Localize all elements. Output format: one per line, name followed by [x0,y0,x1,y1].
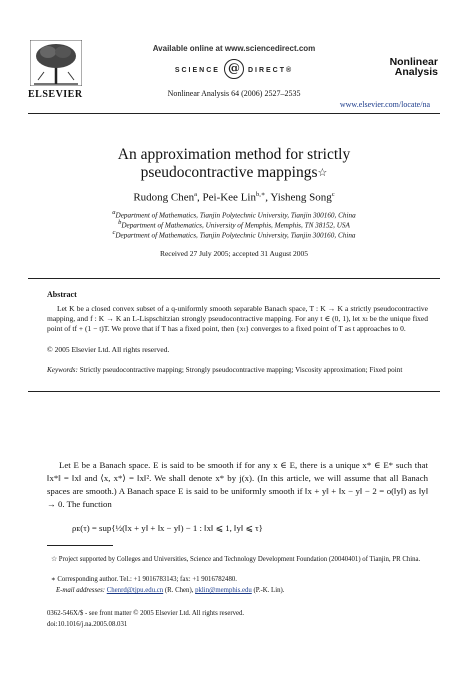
doi-line: doi:10.1016/j.na.2005.08.031 [47,621,128,628]
footnote-funding: ☆ Project supported by Colleges and Universities, Science and Technology Development Foundation (20040401) of Tianjin, PR China. [51,556,421,563]
affiliation-text: Department of Mathematics, Tianjin Polytechnic University, Tianjin 300160, China [115,211,356,220]
author-name: Rudong Chen [133,191,195,204]
keywords-label: Keywords: [47,366,78,374]
sciencedirect-logo-right: DIRECT® [247,66,294,74]
header-rule [28,113,440,114]
journal-reference: Nonlinear Analysis 64 (2006) 2527–2535 [167,89,301,98]
affiliation [0,228,468,240]
display-formula: ρᴇ(τ) = sup{½(‖x + y‖ + ‖x − y‖) − 1 : ‖x‖ ⩽ 1, ‖y‖ ⩽ τ} [72,523,263,533]
affiliation-sup: a [112,209,116,216]
journal-logo-line2: Analysis [394,66,438,78]
footnote-corresponding: ∗ Corresponding author. Tel.: +1 9016783143; fax: +1 9016782480. [51,576,237,583]
affiliation-sup: c [112,229,116,236]
abstract-top-rule [28,278,440,279]
sciencedirect-at-icon: @ [224,59,244,79]
footnote-emails [56,586,428,596]
article-title [40,146,428,182]
body-paragraph: Let E be a Banach space. E is said to be smooth if for any x ∈ E, there is a unique x* ∈ E* such that ‖x*‖ = ‖x‖ and ⟨x, x*⟩ = ‖x‖². We shall denote x* by j(x). (In this article, we will assume that all Banach spaces are smooth.) A Banach space E is said to be uniformly smooth if ‖x + y‖ + ‖x − y‖ − 2 = o(‖y‖) as ‖y‖ → 0. The function [47,460,428,509]
title-line-1: An approximation method for strictly [117,146,351,163]
author-affil-sup: b,∗ [255,191,266,198]
journal-url-link[interactable]: www.elsevier.com/locate/na [339,100,430,109]
abstract-bottom-rule [28,391,440,392]
issn-line: 0362-546X/$ - see front matter © 2005 Elsevier Ltd. All rights reserved. [47,610,245,617]
email-owner: (R. Chen), [163,587,196,594]
author-affil-sup: c [331,191,335,198]
author-affil-sup: a [194,191,198,198]
author-name: , Pei-Kee Lin [197,191,256,204]
title-line-2: pseudocontractive mappings [140,164,318,181]
journal-logo-line1: Nonlinear [389,56,438,68]
title-footnote-star-icon: ☆ [317,167,328,179]
keywords-text: Strictly pseudocontractive mapping; Strongly pseudocontractive mapping; Viscosity approximation; Fixed point [79,366,403,374]
author-list [0,190,468,204]
journal-logo [390,57,438,77]
email-link-chen[interactable]: Chenrd@tjpu.edu.cn [106,587,164,594]
email-link-lin[interactable]: pklin@memphis.edu [195,587,252,594]
affiliation-text: Department of Mathematics, University of Memphis, Memphis, TN 38152, USA [121,221,350,230]
keywords-block [47,365,428,375]
author-name: , Yisheng Song [265,191,332,204]
received-dates: Received 27 July 2005; accepted 31 August 2005 [159,249,309,258]
publisher-name: ELSEVIER [28,89,83,100]
available-online-text: Available online at www.sciencedirect.com [152,44,316,53]
abstract-text: Let K be a closed convex subset of a q-uniformly smooth separable Banach space, T : K → K a strictly pseudocontractive mapping, and f : K → K an L-Lispschitzian strongly pseudocontractive mapping. For any t ∈ (0, 1), let xₜ be the unique fixed point of tf + (1 − t)T. We prove that if T has a fixed point, then {xₜ} converges to a fixed point of T as t approaches to 0. [47,304,428,334]
email-owner: (P.-K. Lin). [251,587,285,594]
abstract-heading: Abstract [47,290,77,299]
abstract-copyright: © 2005 Elsevier Ltd. All rights reserved. [47,345,170,354]
elsevier-tree-icon [30,40,82,86]
sciencedirect-logo-left: SCIENCE [174,66,220,74]
affiliation-text: Department of Mathematics, Tianjin Polytechnic University, Tianjin 300160, China [115,231,356,240]
email-label: E-mail addresses: [56,587,106,594]
footnote-rule [47,545,113,546]
affiliation-sup: b [118,219,122,226]
